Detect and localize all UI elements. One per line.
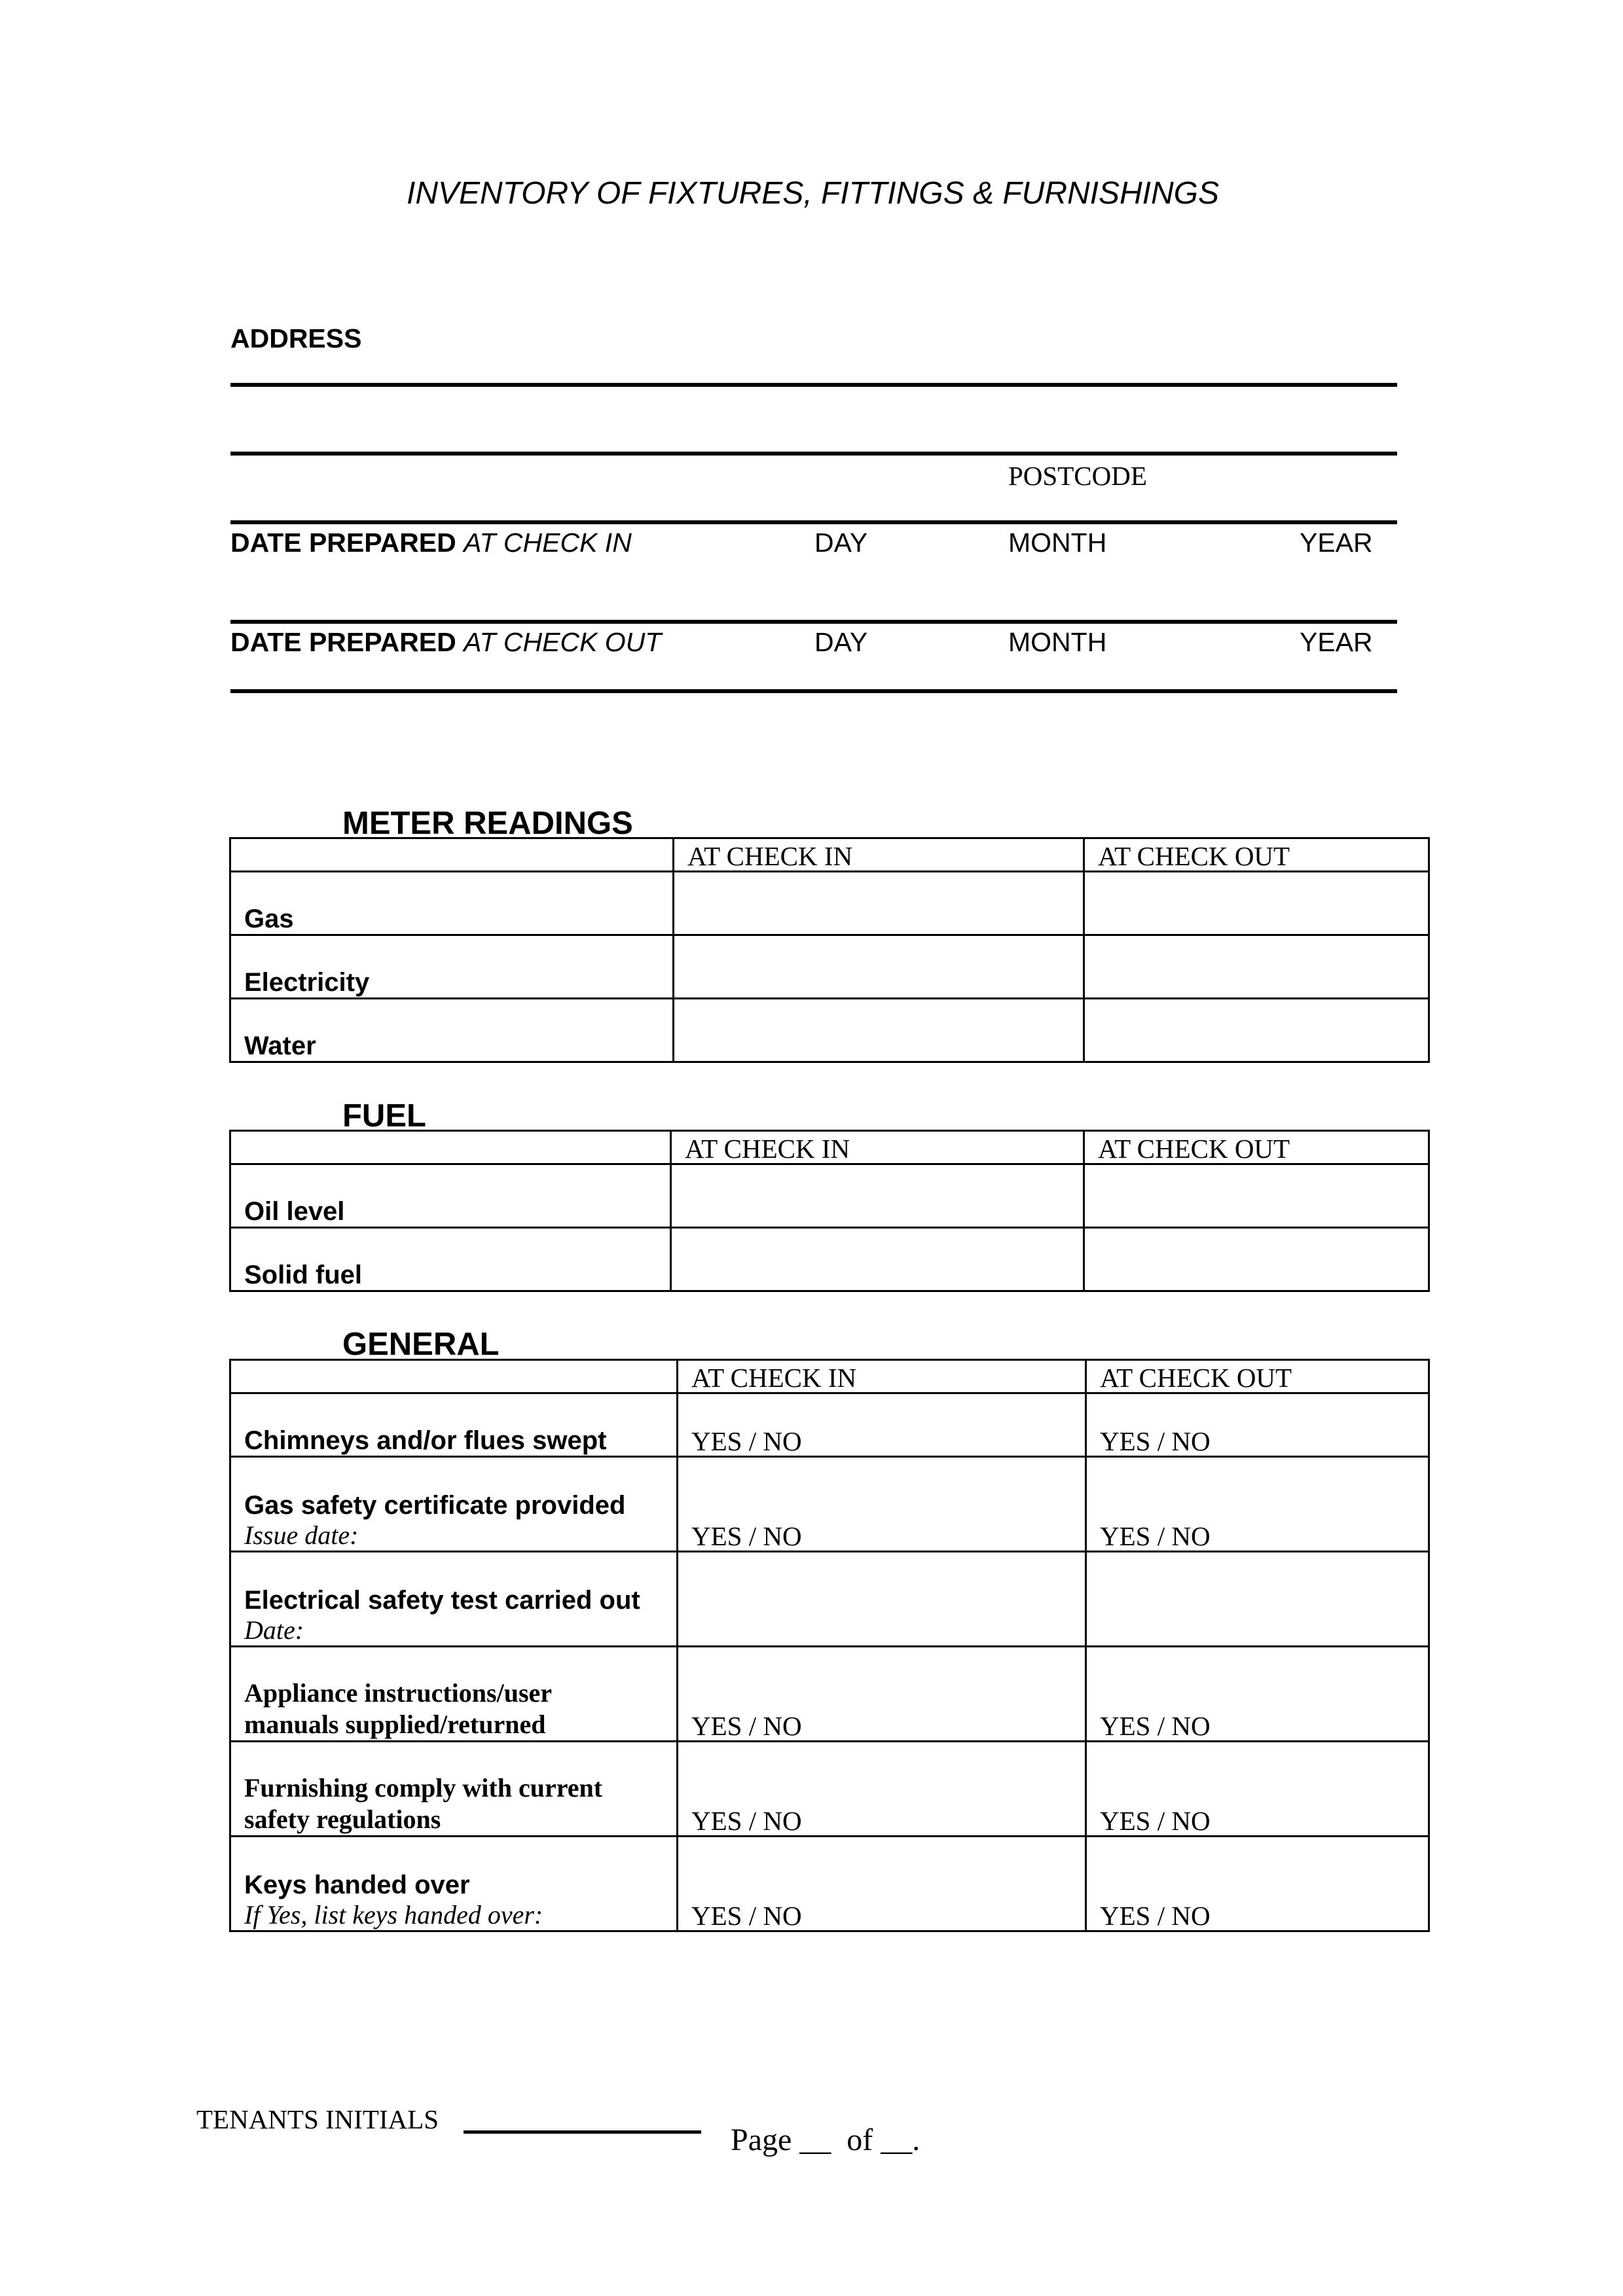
check-in-day-label: DAY: [814, 528, 868, 558]
table-header-row: [230, 1131, 1429, 1164]
table-row: [230, 1837, 1429, 1931]
gas-safety-label: Gas safety certificate provided: [244, 1491, 626, 1520]
fuel-table: [229, 1130, 1430, 1292]
appliance-label-line2: manuals supplied/returned: [244, 1710, 546, 1739]
table-row: [230, 872, 1429, 935]
row-label-gas: Gas: [230, 872, 674, 935]
furnishing-label-line2: safety regulations: [244, 1804, 441, 1834]
date-check-out-row: [230, 627, 661, 658]
header-check-in: AT CHECK IN: [671, 1131, 1084, 1164]
header-blank-cell: [230, 838, 674, 872]
date-check-in-line[interactable]: [230, 620, 1397, 624]
tenants-initials-line[interactable]: [464, 2130, 701, 2134]
row-label-oil-level: Oil level: [230, 1164, 671, 1228]
row-label-water: Water: [230, 999, 674, 1062]
water-check-in-cell[interactable]: [674, 999, 1084, 1062]
appliance-check-out-yes-no[interactable]: YES / NO: [1086, 1647, 1429, 1742]
table-row: [230, 1552, 1429, 1647]
date-check-in-row: [230, 528, 632, 558]
header-check-out: AT CHECK OUT: [1084, 1131, 1429, 1164]
date-label: Date:: [244, 1615, 304, 1645]
address-label: ADDRESS: [230, 323, 362, 353]
table-row: [230, 1647, 1429, 1742]
fuel-heading: FUEL: [342, 1098, 426, 1134]
row-label-appliance-instructions: [230, 1647, 678, 1742]
tenants-initials-label: TENANTS INITIALS: [196, 2104, 439, 2134]
check-out-day-label: DAY: [814, 627, 868, 657]
table-header-row: [230, 838, 1429, 872]
furnishing-check-out-yes-no[interactable]: YES / NO: [1086, 1742, 1429, 1837]
date-prepared-label: DATE PREPARED: [230, 627, 456, 657]
appliance-check-in-yes-no[interactable]: YES / NO: [678, 1647, 1086, 1742]
electrical-check-out-cell[interactable]: [1086, 1552, 1429, 1647]
table-row: [230, 1164, 1429, 1228]
header-blank-cell: [230, 1131, 671, 1164]
table-row: [230, 1228, 1429, 1291]
issue-date-label: Issue date:: [244, 1520, 359, 1550]
document-title: INVENTORY OF FIXTURES, FITTINGS & FURNISHINGS: [407, 176, 1220, 211]
electricity-check-out-cell[interactable]: [1084, 935, 1429, 999]
electricity-check-in-cell[interactable]: [674, 935, 1084, 999]
header-check-out: AT CHECK OUT: [1084, 838, 1429, 872]
table-row: [230, 935, 1429, 999]
gas-safety-check-out-yes-no[interactable]: YES / NO: [1086, 1457, 1429, 1552]
keys-label: Keys handed over: [244, 1871, 470, 1899]
solid-fuel-check-in-cell[interactable]: [671, 1228, 1084, 1291]
check-in-month-label: MONTH: [1008, 528, 1107, 558]
oil-check-out-cell[interactable]: [1084, 1164, 1429, 1228]
general-heading: GENERAL: [342, 1327, 500, 1362]
keys-check-in-yes-no[interactable]: YES / NO: [678, 1837, 1086, 1931]
chimneys-check-out-yes-no[interactable]: YES / NO: [1086, 1393, 1429, 1457]
check-in-year-label: YEAR: [1300, 528, 1373, 558]
gas-safety-check-in-yes-no[interactable]: YES / NO: [678, 1457, 1086, 1552]
check-out-month-label: MONTH: [1008, 627, 1107, 657]
furnishing-check-in-yes-no[interactable]: YES / NO: [678, 1742, 1086, 1837]
row-label-keys: [230, 1837, 678, 1931]
table-row: [230, 999, 1429, 1062]
general-table: [229, 1359, 1430, 1932]
table-row: [230, 1457, 1429, 1552]
chimneys-check-in-yes-no[interactable]: YES / NO: [678, 1393, 1086, 1457]
gas-check-in-cell[interactable]: [674, 872, 1084, 935]
date-check-in-suffix: AT CHECK IN: [464, 528, 632, 558]
address-line-2[interactable]: [230, 452, 1397, 456]
appliance-label-line1: Appliance instructions/user: [244, 1678, 553, 1708]
address-line-1[interactable]: [230, 383, 1397, 387]
postcode-line[interactable]: [230, 520, 1397, 524]
header-check-out: AT CHECK OUT: [1086, 1360, 1429, 1393]
row-label-gas-safety: [230, 1457, 678, 1552]
table-row: [230, 1393, 1429, 1457]
row-label-electrical-safety: [230, 1552, 678, 1647]
table-header-row: [230, 1360, 1429, 1393]
row-label-solid-fuel: Solid fuel: [230, 1228, 671, 1291]
row-label-chimneys: Chimneys and/or flues swept: [230, 1393, 678, 1457]
check-out-year-label: YEAR: [1300, 627, 1373, 657]
solid-fuel-check-out-cell[interactable]: [1084, 1228, 1429, 1291]
date-check-out-suffix: AT CHECK OUT: [464, 627, 662, 657]
date-check-out-line[interactable]: [230, 689, 1397, 693]
row-label-furnishing: [230, 1742, 678, 1837]
header-check-in: AT CHECK IN: [674, 838, 1084, 872]
page-number: Page __ of __.: [731, 2123, 921, 2157]
row-label-electricity: Electricity: [230, 935, 674, 999]
date-prepared-label: DATE PREPARED: [230, 528, 456, 558]
oil-check-in-cell[interactable]: [671, 1164, 1084, 1228]
water-check-out-cell[interactable]: [1084, 999, 1429, 1062]
furnishing-label-line1: Furnishing comply with current: [244, 1773, 603, 1803]
electrical-safety-label: Electrical safety test carried out: [244, 1586, 640, 1615]
keys-sub-label: If Yes, list keys handed over:: [244, 1900, 543, 1929]
table-row: [230, 1742, 1429, 1837]
electrical-check-in-cell[interactable]: [678, 1552, 1086, 1647]
keys-check-out-yes-no[interactable]: YES / NO: [1086, 1837, 1429, 1931]
gas-check-out-cell[interactable]: [1084, 872, 1429, 935]
meter-readings-table: [229, 837, 1430, 1063]
header-blank-cell: [230, 1360, 678, 1393]
header-check-in: AT CHECK IN: [678, 1360, 1086, 1393]
meter-readings-heading: METER READINGS: [342, 806, 633, 841]
postcode-label: POSTCODE: [1008, 461, 1147, 491]
